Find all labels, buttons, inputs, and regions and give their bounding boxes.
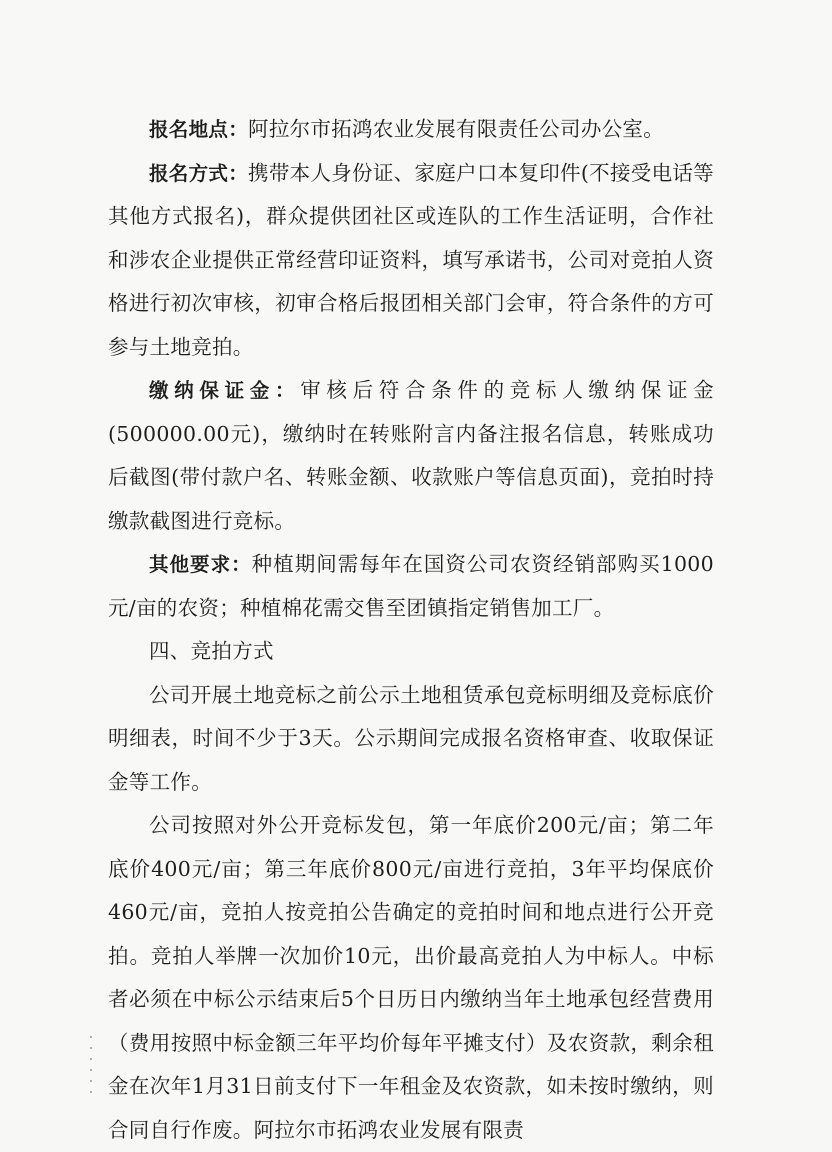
- label-deposit-payment: 缴纳保证金：: [149, 379, 301, 402]
- paragraph-deposit-payment: [108, 369, 714, 543]
- label-registration-location: 报名地点：: [149, 118, 249, 141]
- section-paragraph-2: 公司按照对外公开竞标发包，第一年底价200元/亩；第二年底价400元/亩；第三年底价800元/亩进行竞拍，3年平均保底价460元/亩，竞拍人按竞拍公告确定的竞拍时间和地点进行公开竞拍。竞拍人举牌一次加价10元，出价最高竞拍人为中标人。中标者必须在中标公示结束后5个日历日内缴纳当年土地承包经营费用（费用按照中标金额三年平均价每年平摊支付）及农资款，剩余租金在次年1月31日前支付下一年租金及农资款，如未按时缴纳，则合同自行作废。阿拉尔市拓鸿农业发展有限责: [108, 813, 714, 1142]
- paragraph-registration-method: [108, 152, 714, 370]
- binding-hole-marks: [90, 1036, 94, 1106]
- text-other-requirements: 种植期间需每年在国资公司农资经销部购买1000元/亩的农资；种植棉花需交售至团镇指定销售加工厂。: [108, 552, 714, 620]
- paragraph-registration-location: [108, 108, 714, 152]
- label-registration-method: 报名方式：: [149, 161, 249, 185]
- label-other-requirements: 其他要求：: [149, 553, 252, 576]
- document-body: [108, 108, 714, 1152]
- section-paragraph-1: 公司开展土地竞标之前公示土地租赁承包竞标明细及竞标底价明细表，时间不少于3天。公示期间完成报名资格审查、收取保证金等工作。: [108, 682, 714, 794]
- text-deposit-payment: 审核后符合条件的竞标人缴纳保证金(500000.00元)，缴纳时在转账附言内备注报名信息，转账成功后截图(带付款户名、转账金额、收款账户等信息页面)，竞拍时持缴款截图进行竞标。: [108, 378, 714, 533]
- text-registration-method: 携带本人身份证、家庭户口本复印件(不接受电话等其他方式报名)，群众提供团社区或连队的工作生活证明，合作社和涉农企业提供正常经营印证资料，填写承诺书，公司对竞拍人资格进行初次审核，初审合格后报团相关部门会审，符合条件的方可参与土地竞拍。: [108, 160, 714, 359]
- text-registration-location: 阿拉尔市拓鸿农业发展有限责任公司办公室。: [248, 117, 665, 141]
- section-heading: 四、竞拍方式: [149, 639, 274, 663]
- paragraph-other-requirements: [108, 543, 714, 630]
